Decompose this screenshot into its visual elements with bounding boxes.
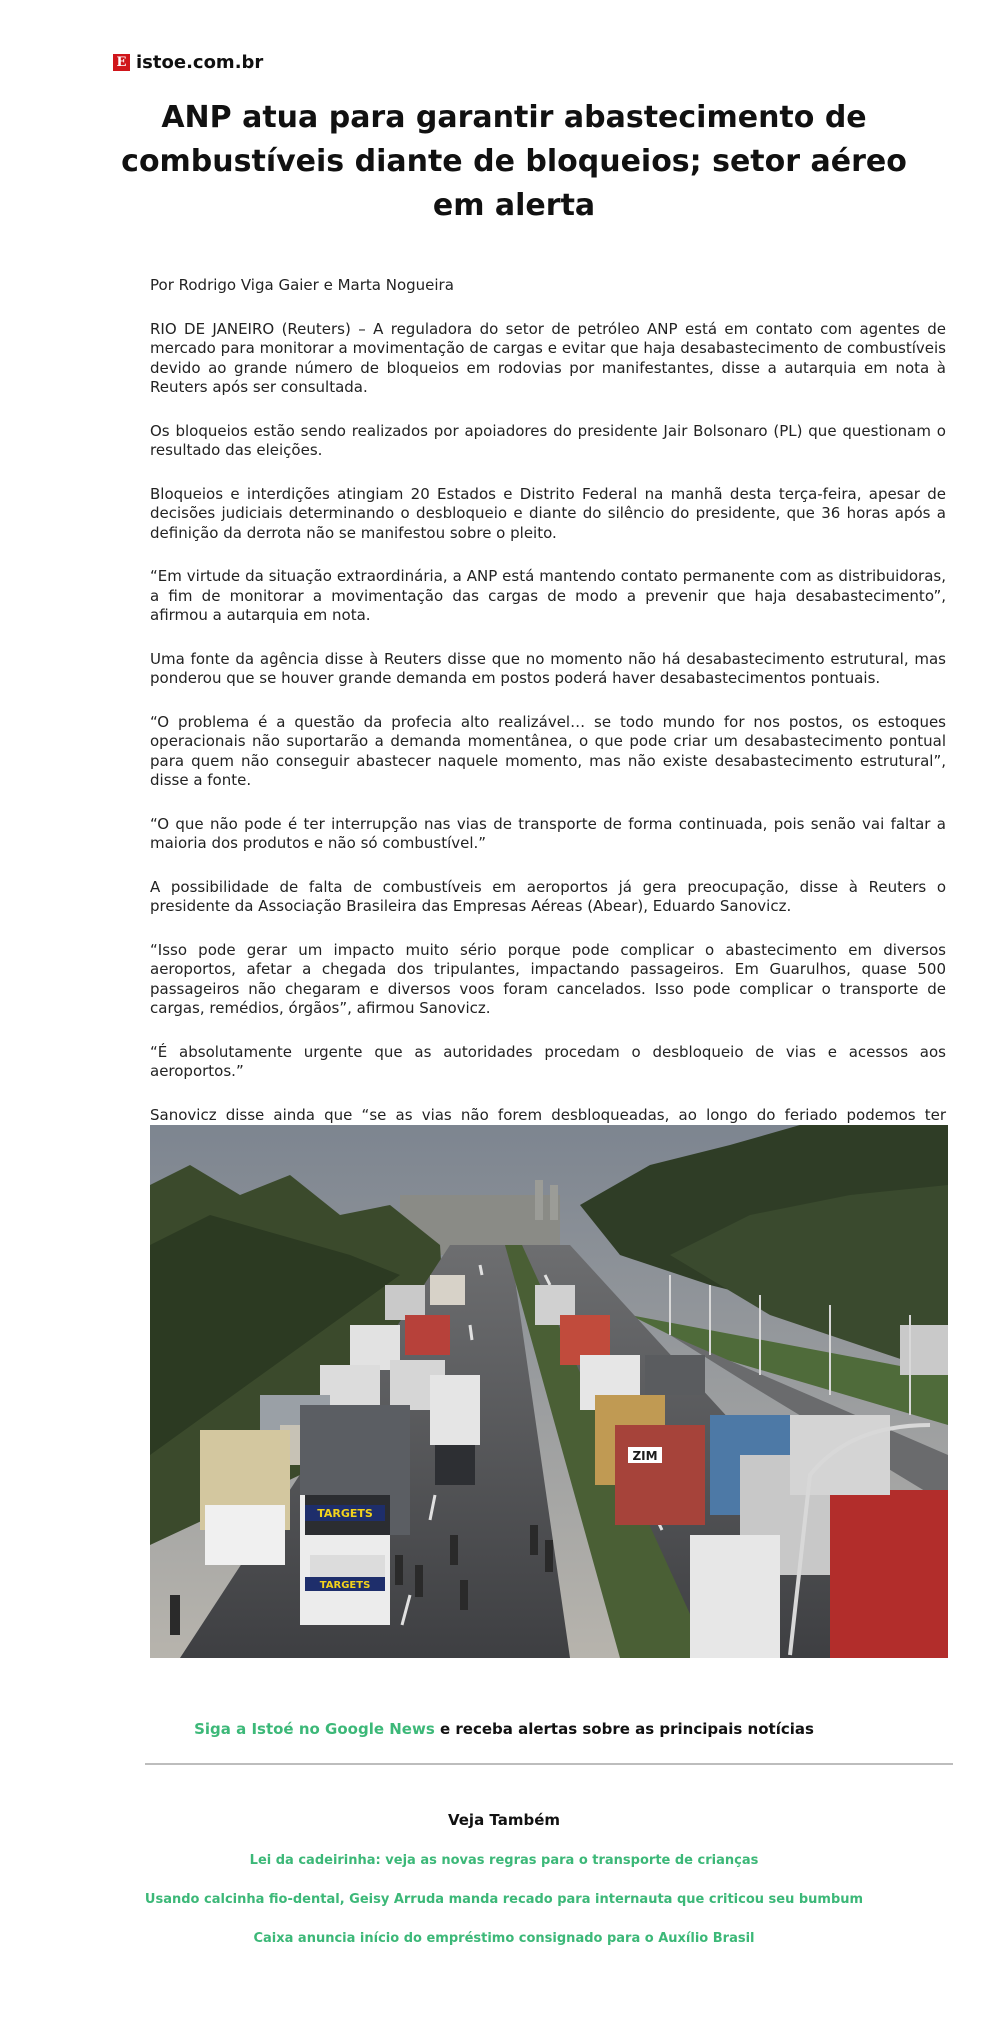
article-paragraph: “O que não pode é ter interrupção nas vias de transporte de forma continuada, pois senão vai faltar a maioria dos produtos e não só combustível.” [150, 814, 946, 852]
article-paragraph: Os bloqueios estão sendo realizados por apoiadores do presidente Jair Bolsonaro (PL) que questionam o resultado das eleições. [150, 421, 946, 459]
article-paragraph: “Isso pode gerar um impacto muito sério porque pode complicar o abastecimento em diversos aeroportos, afetar a chegada dos tripulantes, impactando passageiros. Em Guarulhos, quase 500 passageiros não chegaram e diversos voos foram cancelados. Isso pode complicar o transporte de cargas, remédios, órgãos”, afirmou Sanovicz. [150, 940, 946, 1017]
article-paragraph: Uma fonte da agência disse à Reuters disse que no momento não há desabastecimento estrutural, mas ponderou que se houver grande demanda em postos poderá haver desabastecimentos pontuais. [150, 649, 946, 687]
article-paragraph: “É absolutamente urgente que as autoridades procedam o desbloqueio de vias e acessos aos aeroportos.” [150, 1042, 946, 1080]
truck-label: TARGETS [319, 1580, 371, 1591]
article-paragraph: “Em virtude da situação extraordinária, a ANP está mantendo contato permanente com as distribuidoras, a fim de monitorar a movimentação das cargas de modo a prevenir que haja desabastecimento”, afirmou a autarquia em nota. [150, 567, 946, 624]
truck-label: TARGETS [317, 1507, 373, 1520]
article-paragraph: A possibilidade de falta de combustíveis em aeroportos já gera preocupação, disse à Reuters o presidente da Associação Brasileira das Empresas Aéreas (Abear), Eduardo Sanovicz. [150, 877, 946, 915]
site-name[interactable]: istoe.com.br [136, 52, 264, 73]
istoe-logo-icon: E [113, 54, 130, 71]
related-link[interactable]: Lei da cadeirinha: veja as novas regras para o transporte de crianças [249, 1853, 759, 1868]
article-paragraph: “O problema é a questão da profecia alto realizável… se todo mundo for nos postos, os estoques operacionais não suportarão a demanda momentânea, o que pode criar um desabastecimento pontual para quem não conseguir abastecer naquele momento, mas não existe desabastecimento estrutural”, disse a fonte. [150, 712, 946, 789]
section-divider [145, 1763, 953, 1765]
related-link[interactable]: Usando calcinha fio-dental, Geisy Arruda manda recado para internauta que criticou seu bumbum [144, 1892, 864, 1907]
article-body [150, 276, 946, 1188]
article-paragraph: Bloqueios e interdições atingiam 20 Estados e Distrito Federal na manhã desta terça-feira, apesar de decisões judiciais determinando o desbloqueio e diante do silêncio do presidente, que 36 horas após a definição da derrota não se manifestou sobre o pleito. [150, 484, 946, 542]
article-byline: Por Rodrigo Viga Gaier e Marta Nogueira [150, 276, 454, 294]
related-link[interactable]: Caixa anuncia início do empréstimo consignado para o Auxílio Brasil [253, 1931, 755, 1946]
related-list [0, 1853, 1008, 1970]
google-news-follow [0, 1720, 1008, 1738]
article-paragraph: Sanovicz disse ainda que “se as vias não forem desbloqueadas, ao longo do feriado podemos ter [150, 1105, 946, 1124]
article-title: ANP atua para garantir abastecimento de combustíveis diante de bloqueios; setor aéreo em alerta [121, 100, 907, 223]
article-photo [150, 1125, 948, 1658]
google-news-link[interactable]: Siga a Istoé no Google News [194, 1720, 435, 1738]
highway-blockade-photo [150, 1125, 948, 1658]
truck-label: ZIM [632, 1449, 658, 1463]
google-news-text: e receba alertas sobre as principais notícias [434, 1720, 814, 1738]
article-paragraph: RIO DE JANEIRO (Reuters) – A reguladora do setor de petróleo ANP está em contato com agentes de mercado para monitorar a movimentação de cargas e evitar que haja desabastecimento de combustíveis devido ao grande número de bloqueios em rodovias por manifestantes, disse a autarquia em nota à Reuters após ser consultada. [150, 319, 946, 396]
related-title: Veja Também [447, 1811, 561, 1829]
site-header[interactable] [113, 52, 263, 73]
